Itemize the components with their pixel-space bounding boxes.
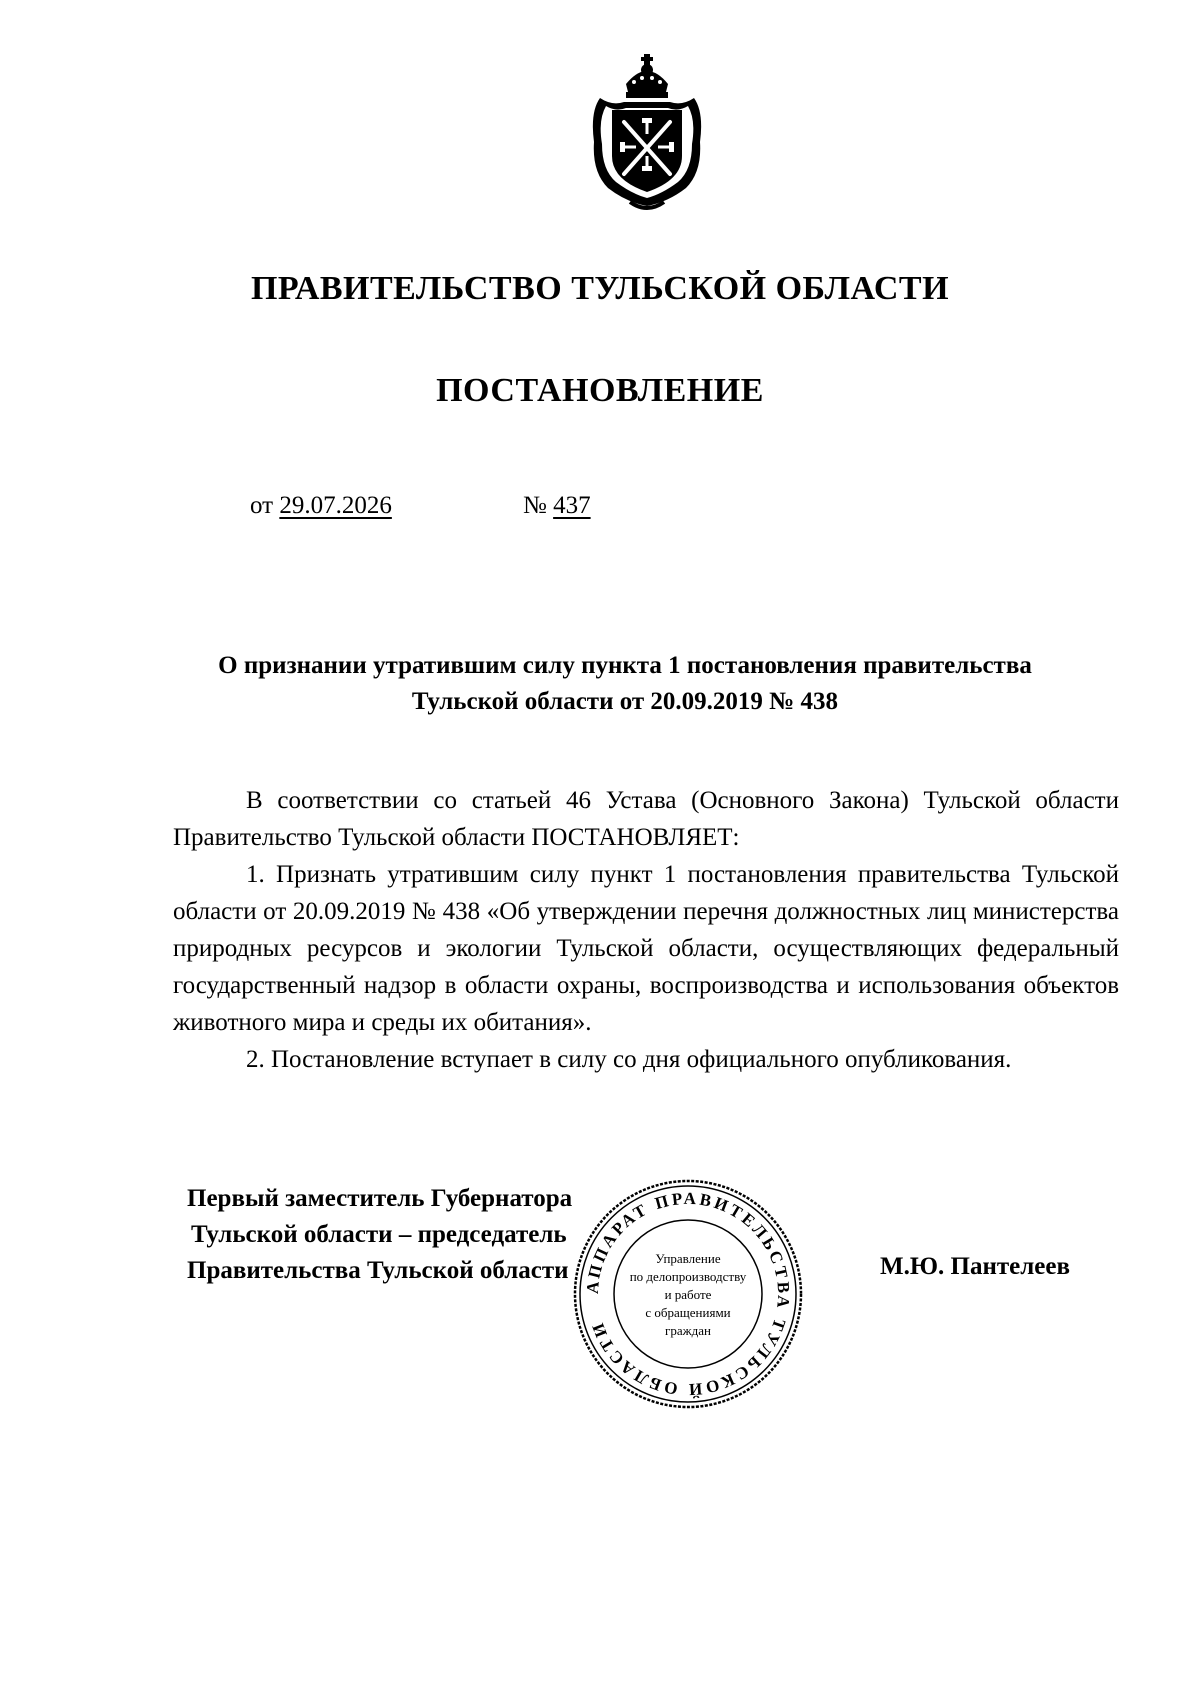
signer-position — [187, 1181, 572, 1289]
document-date: 29.07.2026 — [279, 492, 392, 519]
stamp-ring-text: АППАРАТ ПРАВИТЕЛЬСТВА ТУЛЬСКОЙ ОБЛАСТИ — [582, 1188, 794, 1400]
subject-line-1: О признании утратившим силу пункта 1 постановления правительства — [218, 652, 1032, 679]
stamp-center-line-1: Управление — [655, 1251, 721, 1266]
signer-position-line-2: Тульской области – председатель — [191, 1221, 567, 1248]
signer-position-line-3: Правительства Тульской области — [187, 1257, 569, 1284]
official-stamp — [572, 1178, 804, 1410]
stamp-center-line-3: и работе — [664, 1287, 712, 1302]
document-body — [173, 782, 1119, 1078]
document-type-title: ПОСТАНОВЛЕНИЕ — [436, 372, 764, 409]
item-2-paragraph: 2. Постановление вступает в силу со дня официального опубликования. — [246, 1046, 1012, 1073]
stamp-center-line-5: граждан — [665, 1323, 711, 1338]
document-number: 437 — [553, 492, 591, 519]
preamble-paragraph: В соответствии со статьей 46 Устава (Основного Закона) Тульской области Правительство Тульской области ПОСТАНОВЛЯЕТ: — [173, 787, 1119, 851]
signer-position-line-1: Первый заместитель Губернатора — [187, 1185, 573, 1212]
document-number-line — [523, 492, 591, 520]
stamp-center-line-2: по делопроизводству — [629, 1269, 747, 1284]
subject-line-2: Тульской области от 20.09.2019 № 438 — [411, 688, 839, 715]
document-subject — [150, 648, 1100, 720]
tula-coat-of-arms-icon — [586, 52, 708, 216]
document-date-line — [250, 492, 392, 520]
signer-name: М.Ю. Пантелеев — [880, 1253, 1070, 1280]
date-prefix: от — [250, 492, 280, 519]
item-1-paragraph: 1. Признать утратившим силу пункт 1 постановления правительства Тульской области от 20.09.2019 № 438 «Об утверждении перечня должностных лиц министерства природных ресурсов и экологии Тульской области, осуществляющих федеральный государственный надзор в области охраны, воспроизводства и использования объектов животного мира и среды их обитания». — [173, 861, 1119, 1036]
stamp-center-line-4: с обращениями — [645, 1305, 731, 1320]
number-prefix: № — [523, 492, 554, 519]
organization-title: ПРАВИТЕЛЬСТВО ТУЛЬСКОЙ ОБЛАСТИ — [250, 270, 950, 307]
